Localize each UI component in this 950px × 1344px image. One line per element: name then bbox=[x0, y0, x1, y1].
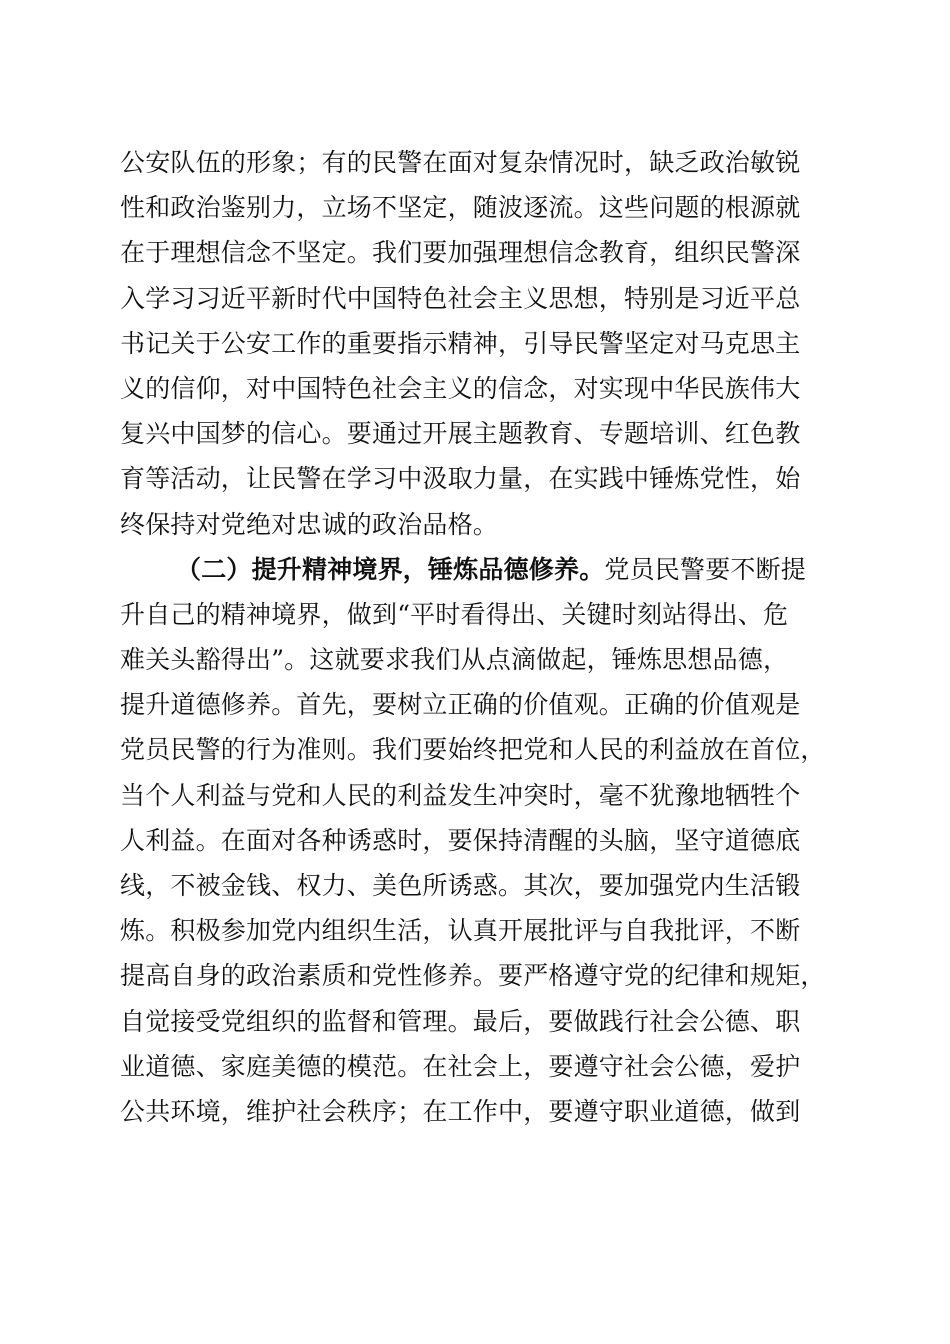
text-line: 提高自身的政治素质和党性修养。要严格遵守党的纪律和规矩， bbox=[120, 961, 826, 991]
text-line: 业道德、家庭美德的模范。在社会上，要遵守社会公德，爱护 bbox=[120, 1051, 801, 1081]
text-line: 终保持对党绝对忠诚的政治品格。 bbox=[120, 509, 499, 539]
text-line: 炼。积极参加党内组织生活，认真开展批评与自我批评，不断 bbox=[120, 916, 801, 946]
text-line: 书记关于公安工作的重要指示精神，引导民警坚定对马克思主 bbox=[120, 328, 801, 358]
text-line: 育等活动，让民警在学习中汲取力量，在实践中锤炼党性，始 bbox=[120, 464, 801, 494]
text-line: 难关头豁得出”。这就要求我们从点滴做起，锤炼思想品德， bbox=[120, 645, 789, 675]
text-line: 义的信仰，对中国特色社会主义的信念，对实现中华民族伟大 bbox=[120, 373, 801, 403]
text-line: 性和政治鉴别力，立场不坚定，随波逐流。这些问题的根源就 bbox=[120, 193, 801, 223]
text-line: 党员民警的行为准则。我们要始终把党和人民的利益放在首位， bbox=[120, 735, 826, 765]
heading-trailing-text: 党员民警要不断提 bbox=[604, 554, 807, 584]
paragraph-2 bbox=[120, 547, 830, 1134]
body-text bbox=[120, 140, 830, 1134]
text-line: 在于理想信念不坚定。我们要加强理想信念教育，组织民警深 bbox=[120, 238, 801, 268]
text-line: 自觉接受党组织的监督和管理。最后，要做践行社会公德、职 bbox=[120, 1006, 801, 1036]
paragraph-first-line bbox=[120, 547, 830, 592]
paragraph-1 bbox=[120, 140, 830, 547]
text-line: 升自己的精神境界，做到“平时看得出、关键时刻站得出、危 bbox=[120, 599, 789, 629]
text-line: 公共环境，维护社会秩序；在工作中，要遵守职业道德，做到 bbox=[120, 1096, 801, 1126]
text-line: 线，不被金钱、权力、美色所诱惑。其次，要加强党内生活锻 bbox=[120, 871, 801, 900]
section-heading: （二）提升精神境界，锤炼品德修养。 bbox=[176, 554, 605, 584]
text-line: 公安队伍的形象；有的民警在面对复杂情况时，缺乏政治敏锐 bbox=[120, 148, 801, 177]
text-line: 人利益。在面对各种诱惑时，要保持清醒的头脑，坚守道德底 bbox=[120, 825, 801, 855]
text-line: 入学习习近平新时代中国特色社会主义思想，特别是习近平总 bbox=[120, 283, 801, 313]
text-line: 提升道德修养。首先，要树立正确的价值观。正确的价值观是 bbox=[120, 690, 801, 720]
text-line: 复兴中国梦的信心。要通过开展主题教育、专题培训、红色教 bbox=[120, 419, 801, 449]
text-line: 当个人利益与党和人民的利益发生冲突时，毫不犹豫地牺牲个 bbox=[120, 780, 801, 810]
